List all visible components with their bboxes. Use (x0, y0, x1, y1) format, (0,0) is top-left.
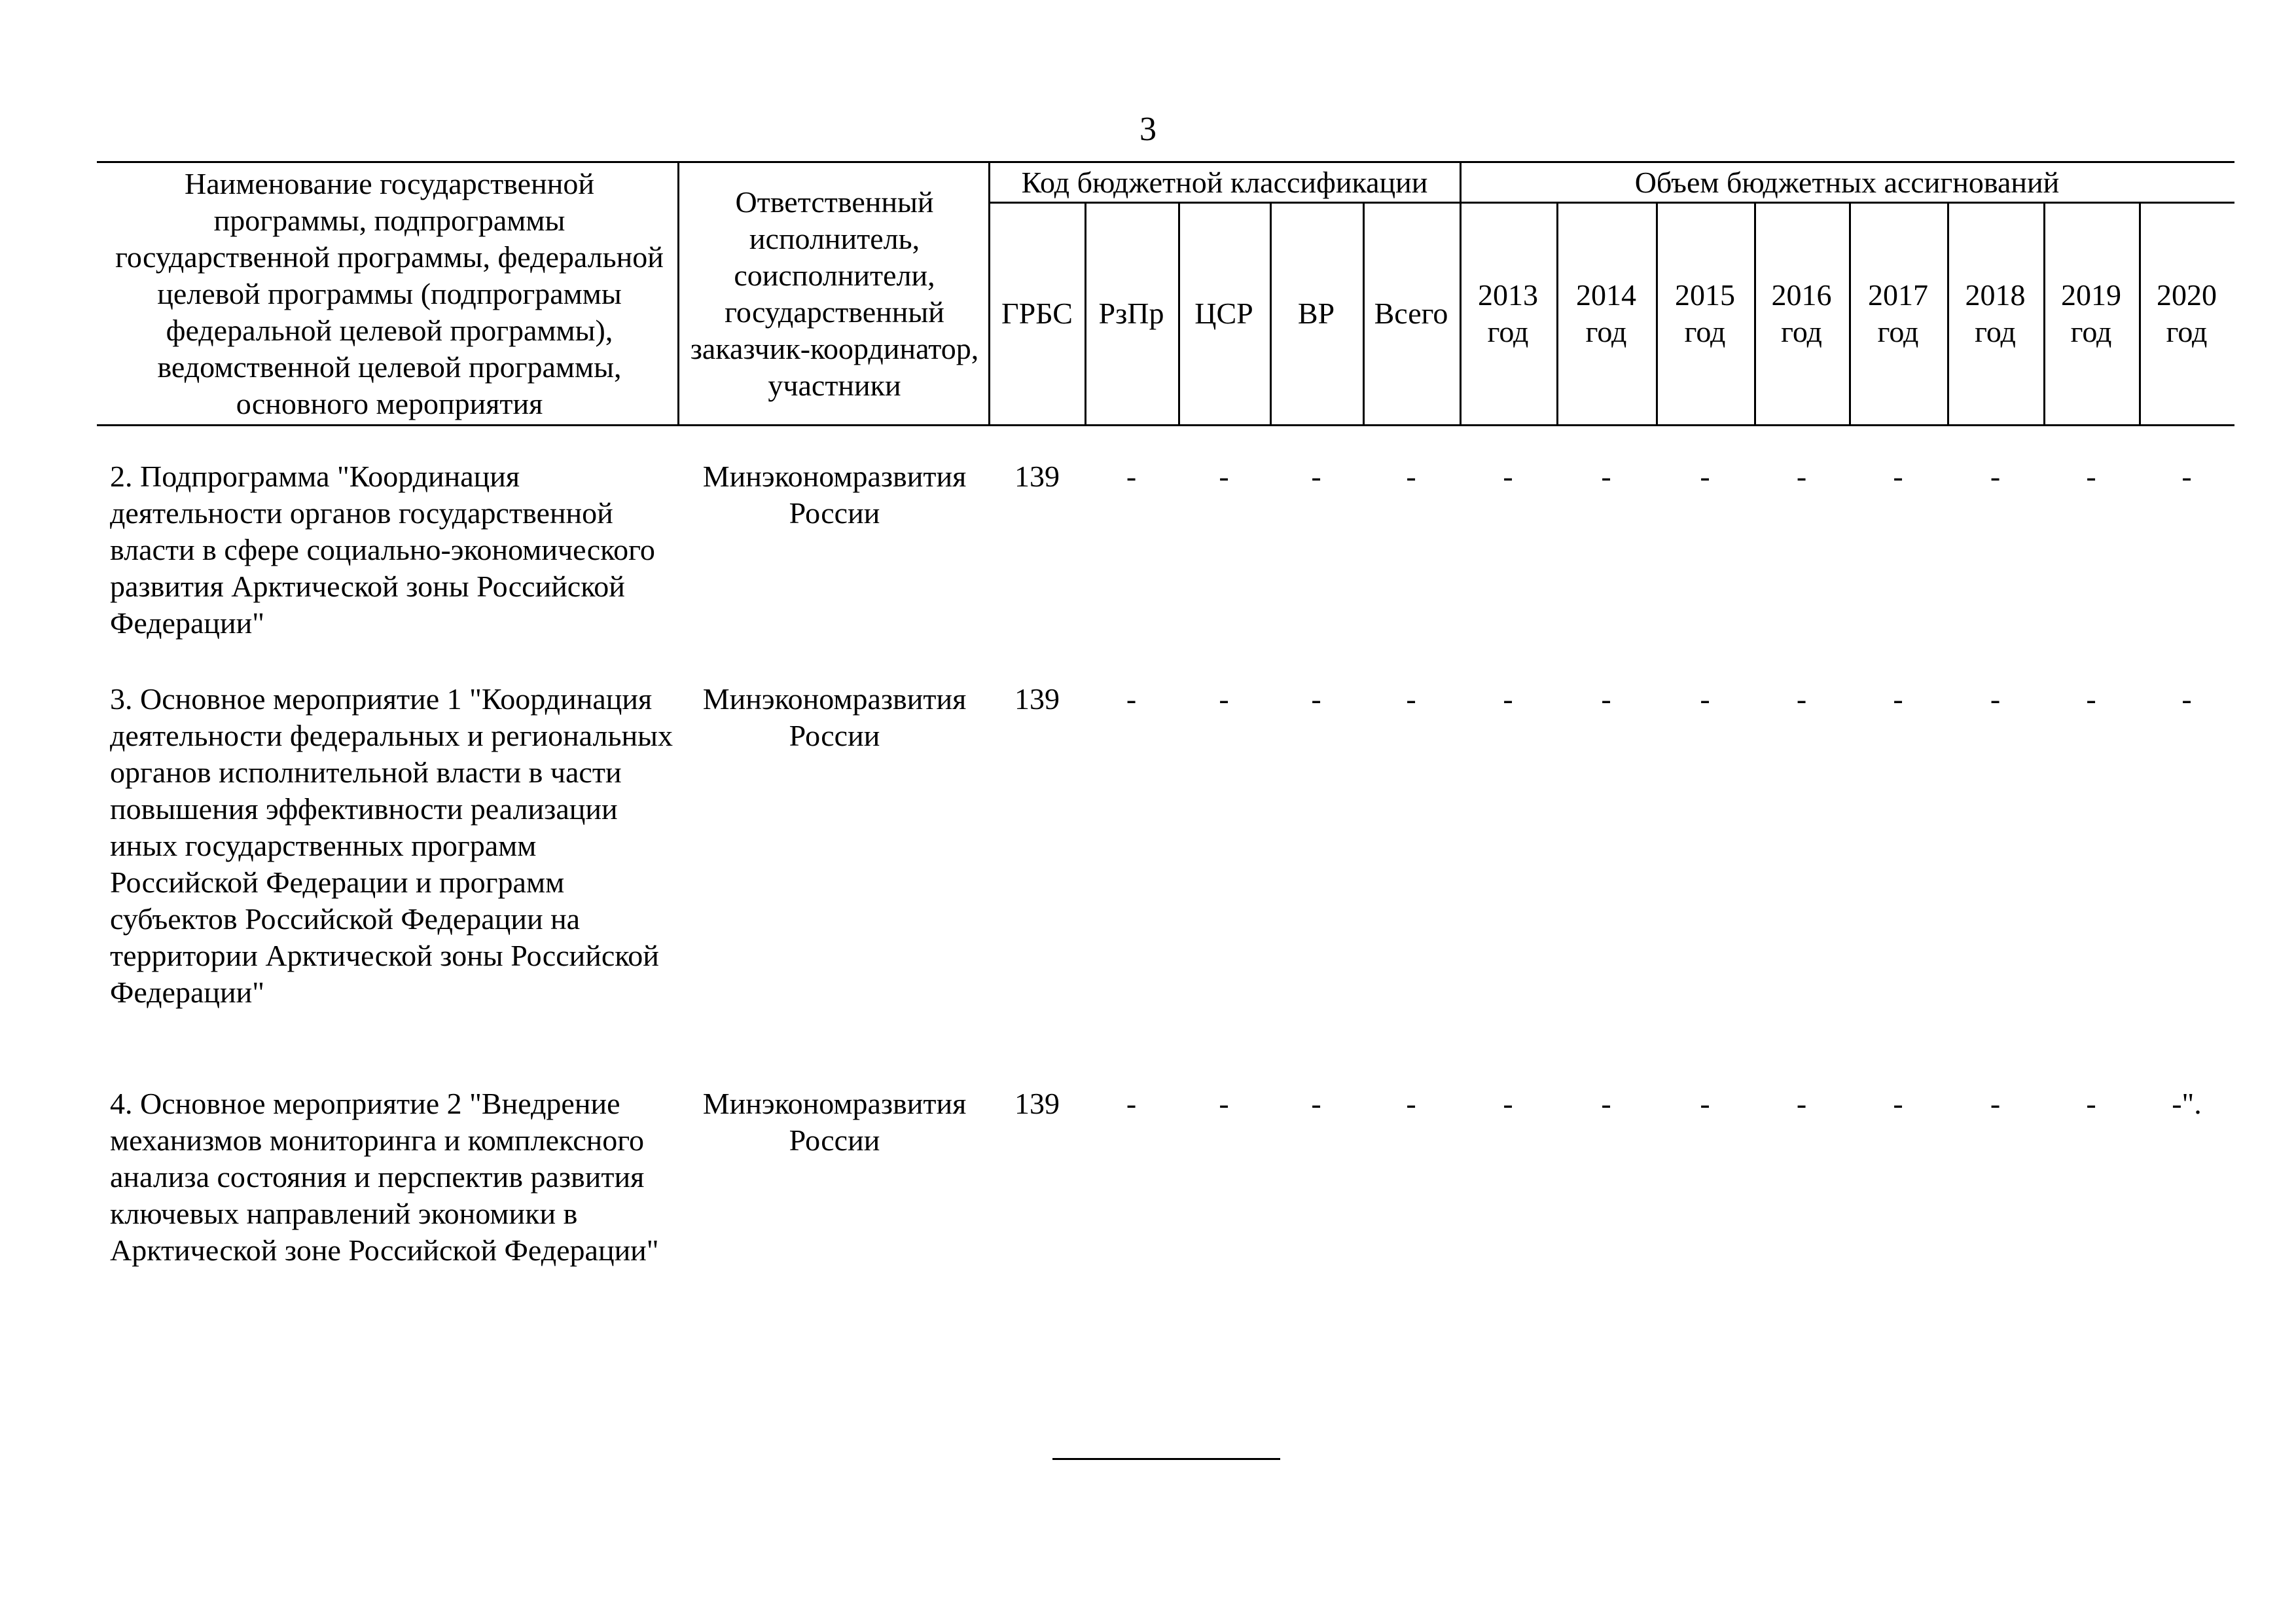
header-kbk-4: Всего (1374, 297, 1448, 330)
row-value: - (1893, 682, 1903, 716)
header-year-2016 (1754, 204, 1849, 423)
header-kbk-3: ВР (1297, 297, 1335, 330)
header-year-label: 2020 (2157, 278, 2217, 312)
header-name-column: Наименование государственной программы, подпрограммы государственной программы, федеральной целевой программы (подпрограммы федеральной целевой программы), ведомственной целевой программы, основного мероприятия (115, 167, 664, 420)
row-value: - (2086, 682, 2096, 716)
row-value: -". (2172, 1087, 2202, 1120)
row-value: - (1311, 460, 1321, 493)
row-value: - (1700, 682, 1710, 716)
row-name: 3. Основное мероприятие 1 "Координация деятельности федеральных и региональных органов исполнительной власти в части повышения эффективности реализации иных государственных программ Российской Федерации и программ субъектов Российской Федерации на территории Арктической зоны Российской Федерации" (110, 682, 673, 1009)
header-year-label: 2017 (1868, 278, 1928, 312)
table-top-rule (97, 161, 2234, 163)
header-year-2017 (1849, 204, 1947, 423)
header-kbk-1: РзПр (1098, 297, 1164, 330)
row-value: - (1406, 1087, 1416, 1120)
header-year-2019 (2043, 204, 2139, 423)
header-year-label: 2018 (1965, 278, 2026, 312)
row-responsible: Минэкономразвития России (702, 1087, 967, 1157)
row-value: - (1219, 1087, 1229, 1120)
row-value: - (1700, 1087, 1710, 1120)
header-year-2014 (1556, 204, 1656, 423)
row-name: 4. Основное мероприятие 2 "Внедрение механизмов мониторинга и комплексного анализа состояния и перспектив развития ключевых направлений экономики в Арктической зоне Российской Федерации" (110, 1087, 659, 1267)
row-name: 2. Подпрограмма "Координация деятельности органов государственной власти в сфере социально-экономического развития Арктической зоны Российской Федерации" (110, 460, 655, 640)
header-year-label: 2013 (1478, 278, 1538, 312)
group-subheader-rule-volume (1460, 202, 2234, 204)
row-value: - (1503, 460, 1513, 493)
row-value: - (1601, 460, 1611, 493)
row-value: - (1503, 1087, 1513, 1120)
header-kbk-0: ГРБС (1001, 297, 1073, 330)
row-value: - (2086, 460, 2096, 493)
header-year-unit: год (1585, 315, 1627, 348)
header-year-unit: год (2166, 315, 2208, 348)
header-year-label: 2016 (1771, 278, 1832, 312)
column-divider (677, 161, 679, 426)
header-year-2018 (1947, 204, 2043, 423)
row-value: - (1601, 682, 1611, 716)
row-value: - (1796, 682, 1807, 716)
row-value: - (2181, 460, 2192, 493)
row-grbs-value: 139 (1014, 682, 1060, 716)
row-value: - (1406, 682, 1416, 716)
row-value: - (1796, 1087, 1807, 1120)
row-value: - (1406, 460, 1416, 493)
row-value: - (1990, 1087, 2001, 1120)
row-responsible: Минэкономразвития России (702, 682, 967, 752)
header-kbk-2: ЦСР (1194, 297, 1253, 330)
row-value: - (1311, 682, 1321, 716)
row-responsible: Минэкономразвития России (702, 460, 967, 530)
header-year-2020 (2139, 204, 2234, 423)
row-value: - (1893, 460, 1903, 493)
row-value: - (1503, 682, 1513, 716)
row-value: - (1219, 460, 1229, 493)
row-value: - (1990, 460, 2001, 493)
row-value: - (1990, 682, 2001, 716)
header-bottom-rule (97, 424, 2234, 426)
row-value: - (1219, 682, 1229, 716)
row-value: - (1893, 1087, 1903, 1120)
header-kbk-group: Код бюджетной классификации (1021, 166, 1428, 199)
row-value: - (1601, 1087, 1611, 1120)
header-year-label: 2015 (1675, 278, 1735, 312)
header-year-unit: год (2070, 315, 2112, 348)
row-value: - (2181, 682, 2192, 716)
row-value: - (1126, 460, 1137, 493)
page-number: 3 (1139, 111, 1157, 148)
row-value: - (1126, 1087, 1137, 1120)
row-grbs-value: 139 (1014, 460, 1060, 493)
footer-separator (1052, 1458, 1280, 1460)
header-year-unit: год (1975, 315, 2016, 348)
header-year-label: 2014 (1576, 278, 1636, 312)
header-year-unit: год (1781, 315, 1822, 348)
header-volume-group: Объем бюджетных ассигнований (1634, 166, 2060, 199)
header-responsible-column: Ответственный исполнитель, соисполнители, государственный заказчик-координатор, участники (690, 185, 979, 402)
header-year-unit: год (1877, 315, 1919, 348)
row-value: - (1311, 1087, 1321, 1120)
row-grbs-value: 139 (1014, 1087, 1060, 1120)
row-value: - (2086, 1087, 2096, 1120)
row-value: - (1126, 682, 1137, 716)
header-year-2013 (1460, 204, 1556, 423)
row-value: - (1796, 460, 1807, 493)
header-year-unit: год (1684, 315, 1726, 348)
row-value: - (1700, 460, 1710, 493)
header-year-2015 (1656, 204, 1754, 423)
group-subheader-rule-kbk (990, 202, 1460, 204)
header-year-label: 2019 (2061, 278, 2121, 312)
header-year-unit: год (1487, 315, 1529, 348)
